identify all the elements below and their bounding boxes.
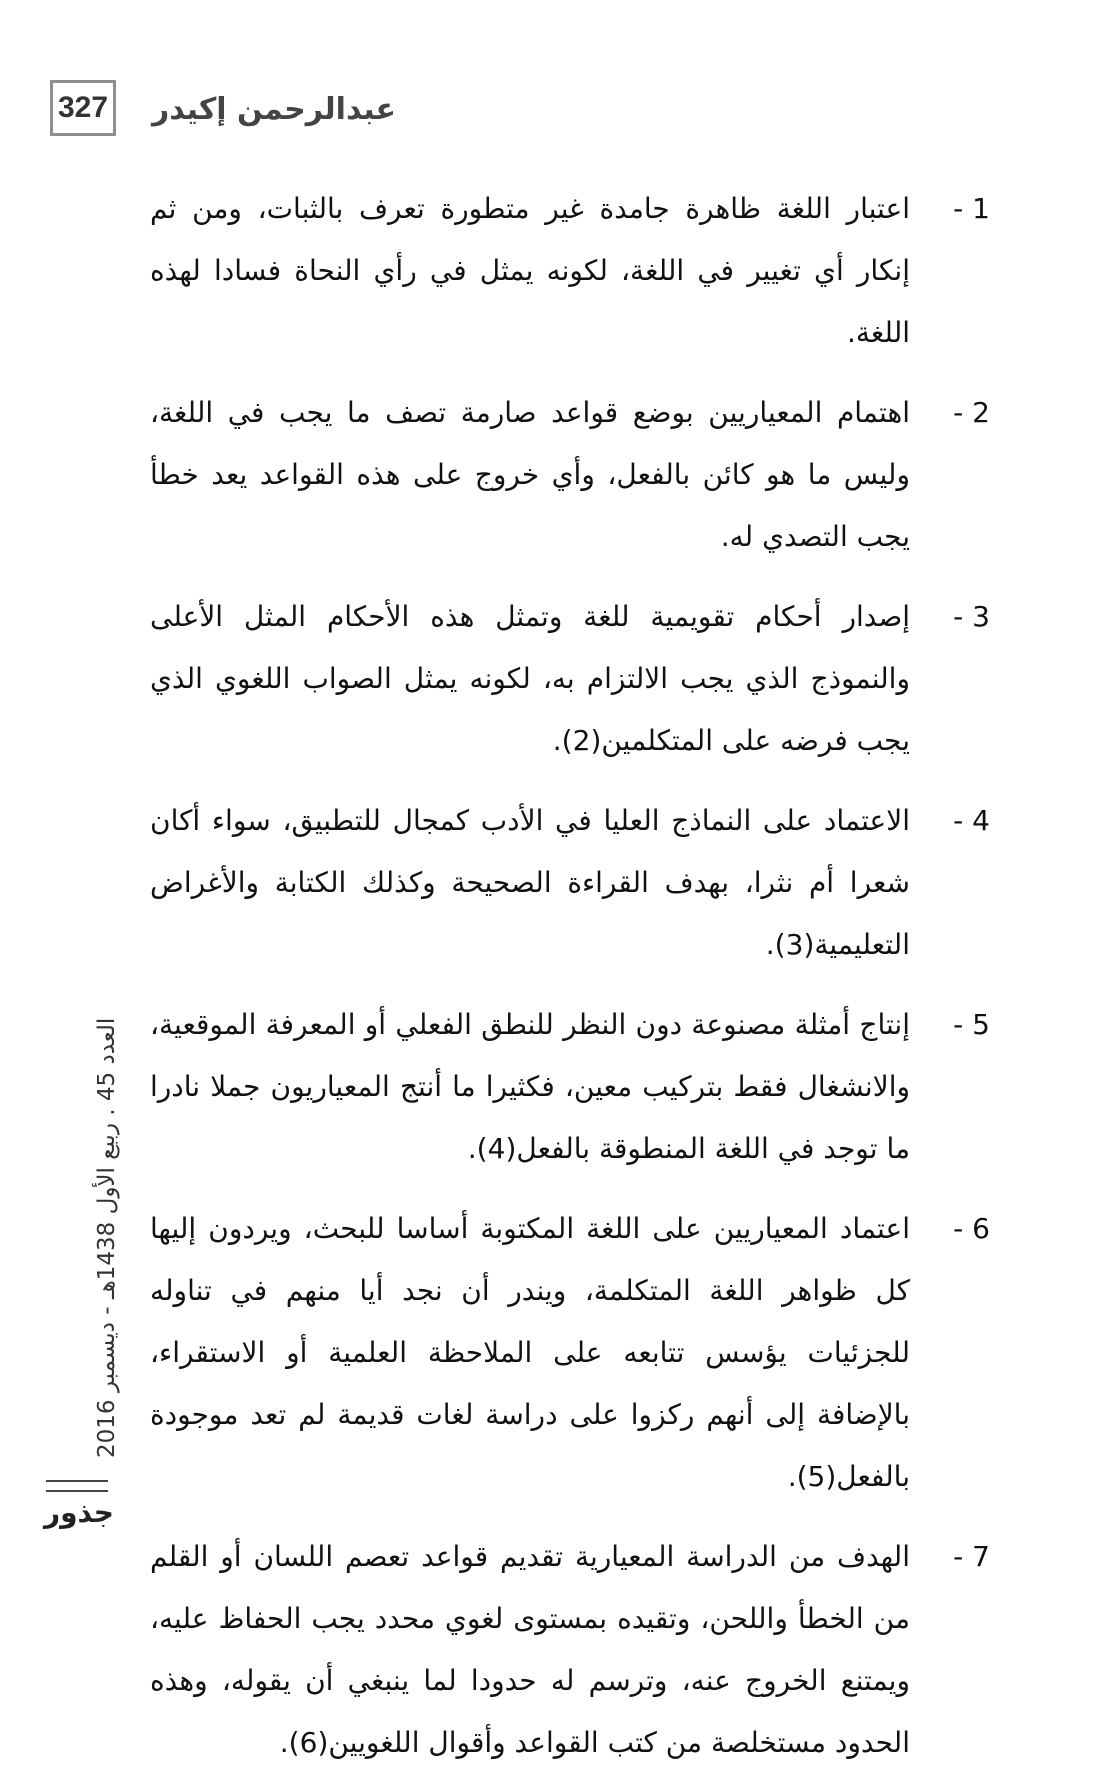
list-item-text: الهدف من الدراسة المعيارية تقديم قواعد تعصم اللسان أو القلم من الخطأ واللحن، وتقيده بمستوى لغوي محدد يجب الحفاظ عليه، ويمتنع الخروج عنه، وترسم له حدودا لما ينبغي أن يقوله، وهذه الحدود مستخلصة من كتب القواعد وأقوال اللغويين(6).	[150, 1540, 910, 1759]
list-item	[150, 994, 990, 1180]
list-item	[150, 1526, 990, 1774]
running-header-author: عبدالرحمن إكيدر	[152, 92, 397, 127]
list-item-text: اعتبار اللغة ظاهرة جامدة غير متطورة تعرف بالثبات، ومن ثم إنكار أي تغيير في اللغة، لكونه يمثل في رأي النحاة فسادا لهذه اللغة.	[150, 192, 910, 349]
list-item-number: 5 -	[953, 1008, 990, 1041]
list-item-number: 1 -	[953, 192, 990, 225]
list-item	[150, 790, 990, 976]
list-item-text: إصدار أحكام تقويمية للغة وتمثل هذه الأحكام المثل الأعلى والنموذج الذي يجب الالتزام به، لكونه يمثل الصواب اللغوي الذي يجب فرضه على المتكلمين(2).	[150, 600, 910, 757]
issue-info: العدد 45 . ربيع الأول 1438هـ - ديسمبر 2016	[94, 1017, 120, 1458]
list-item	[150, 178, 990, 364]
numbered-list	[150, 178, 990, 1792]
list-item	[150, 1198, 990, 1508]
list-item-text: الاعتماد على النماذج العليا في الأدب كمجال للتطبيق، سواء أكان شعرا أم نثرا، بهدف القراءة الصحيحة وكذلك الكتابة والأغراض التعليمية(3).	[150, 804, 910, 961]
list-item-number: 6 -	[953, 1212, 990, 1245]
list-item-text: إنتاج أمثلة مصنوعة دون النظر للنطق الفعلي أو المعرفة الموقعية، والانشغال فقط بتركيب معين، فكثيرا ما أنتج المعياريون جملا نادرا ما توجد في اللغة المنطوقة بالفعل(4).	[150, 1008, 910, 1165]
list-item-number: 3 -	[953, 600, 990, 633]
list-item-text: اهتمام المعياريين بوضع قواعد صارمة تصف ما يجب في اللغة، وليس ما هو كائن بالفعل، وأي خروج على هذه القواعد يعد خطأ يجب التصدي له.	[150, 396, 910, 553]
list-item	[150, 586, 990, 772]
list-item-number: 4 -	[953, 804, 990, 837]
margin-divider	[46, 1480, 108, 1492]
page-number: 327	[50, 80, 116, 136]
side-margin	[54, 1017, 120, 1458]
journal-logo: جذور	[44, 1496, 114, 1529]
list-item	[150, 382, 990, 568]
list-item-number: 2 -	[953, 396, 990, 429]
list-item-text: اعتماد المعياريين على اللغة المكتوبة أساسا للبحث، ويردون إليها كل ظواهر اللغة المتكلمة، ويندر أن نجد أيا منهم في تناوله للجزئيات يؤسس تتابعه على الملاحظة العلمية أو الاستقراء، بالإضافة إلى أنهم ركزوا على دراسة لغات قديمة لم تعد موجودة بالفعل(5).	[150, 1212, 910, 1493]
list-item-number: 7 -	[953, 1540, 990, 1573]
